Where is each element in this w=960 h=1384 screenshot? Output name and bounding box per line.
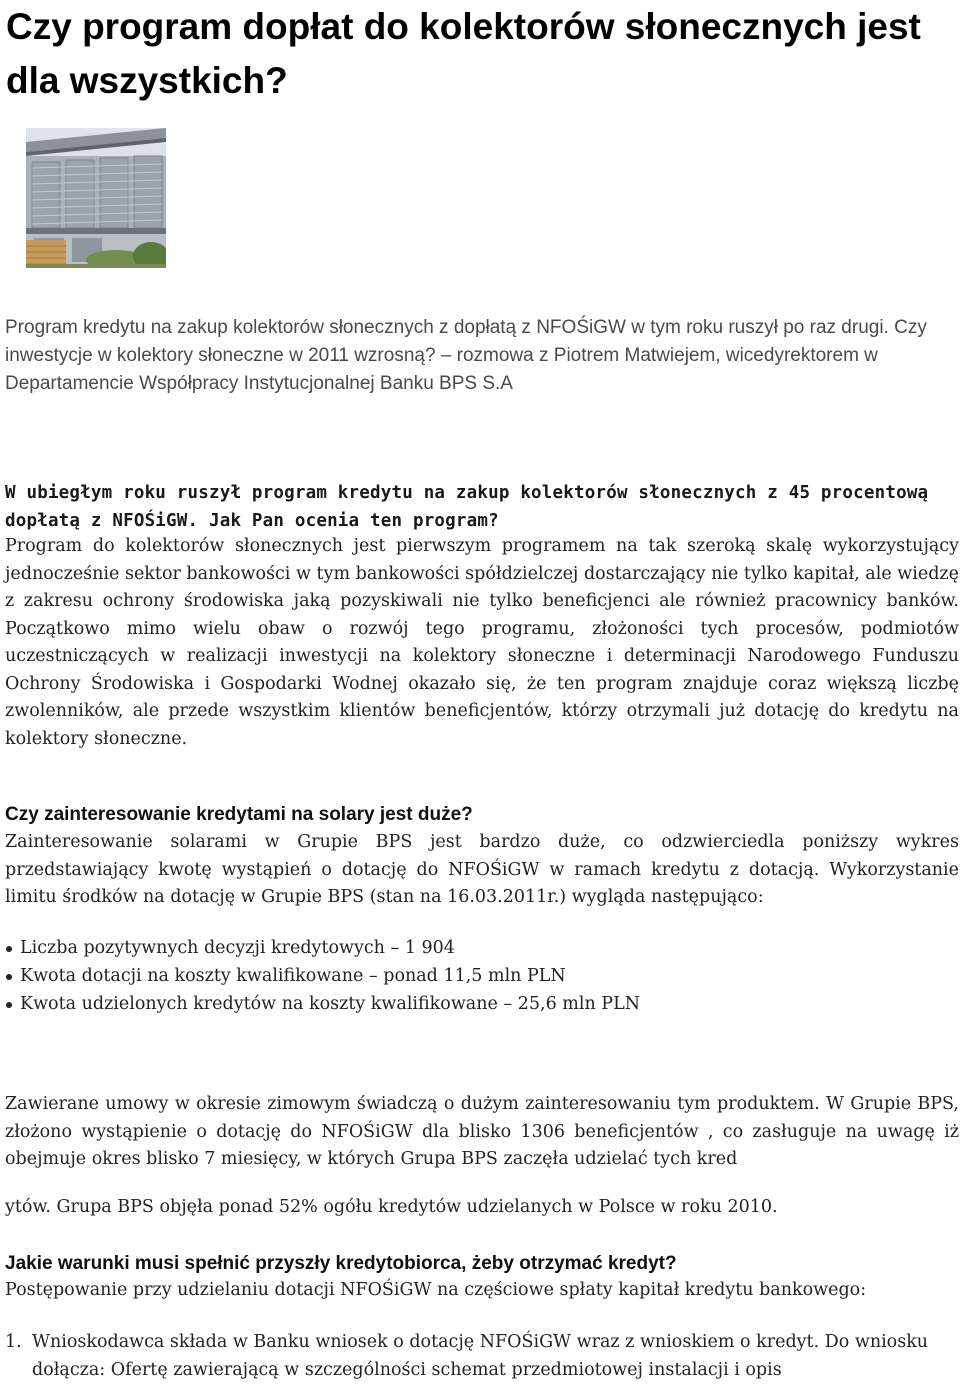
interview-question-1: W ubiegłym roku ruszył program kredytu na zakup kolektorów słonecznych z 45 procentową dopłatą z NFOŚiGW. Jak Pan ocenia ten program? (5, 483, 929, 531)
list-item: Liczba pozytywnych decyzji kredytowych – 1 904 (5, 934, 640, 962)
article-lead: Program kredytu na zakup kolektorów słonecznych z dopłatą z NFOŚiGW w tym roku ruszył po raz drugi. Czy inwestycje w kolektory słoneczne w 2011 wzrosną? – rozmowa z Piotrem Matwiejem, wicedyrektorem w Departamencie Współpracy Instytucjonalnej Banku BPS S.A (5, 317, 927, 394)
interview-question-2: Czy zainteresowanie kredytami na solary jest duże? (5, 804, 473, 825)
step-number: 1. (5, 1332, 22, 1352)
article-photo (26, 128, 166, 268)
list-item: Kwota dotacji na koszty kwalifikowane – ponad 11,5 mln PLN (5, 962, 640, 990)
interview-answer-3: Postępowanie przy udzielaniu dotacji NFOŚiGW na częściowe spłaty kapitał kredytu bankowego: (5, 1280, 867, 1300)
article-title: Czy program dopłat do kolektorów słonecznych jest dla wszystkich? (6, 6, 921, 101)
stats-list (5, 934, 640, 1018)
list-item (5, 1328, 959, 1384)
interview-question-3: Jakie warunki musi spełnić przyszły kredytobiorca, żeby otrzymać kredyt? (5, 1253, 677, 1274)
step-text: Wnioskodawca składa w Banku wniosek o dotację NFOŚiGW wraz z wnioskiem o kredyt. Do wniosku dołącza: Ofertę zawierającą w szczególności schemat przedmiotowej instalacji i opis (32, 1332, 929, 1380)
list-item: Kwota udzielonych kredytów na koszty kwalifikowane – 25,6 mln PLN (5, 990, 640, 1018)
procedure-steps (5, 1328, 959, 1384)
paragraph-market-share: ytów. Grupa BPS objęła ponad 52% ogółu kredytów udzielanych w Polsce w roku 2010. (5, 1197, 778, 1217)
paragraph-contracts: Zawierane umowy w okresie zimowym świadczą o dużym zainteresowaniu tym produktem. W Grupie BPS, złożono wystąpienie o dotację do NFOŚiGW dla blisko 1306 beneficjentów , co zasługuje na uwagę iż obejmuje okres blisko 7 miesięcy, w których Grupa BPS zaczęła udzielać tych kred (5, 1094, 959, 1169)
interview-answer-2: Zainteresowanie solarami w Grupie BPS jest bardzo duże, co odzwierciedla poniższy wykres przedstawiający kwotę wystąpień o dotację do NFOŚiGW w ramach kredytu z dotacją. Wykorzystanie limitu środków na dotację w Grupie BPS (stan na 16.03.2011r.) wygląda następująco: (5, 832, 959, 907)
interview-answer-1: Program do kolektorów słonecznych jest pierwszym programem na tak szeroką skalę wykorzystujący jednocześnie sektor bankowości w tym bankowości spółdzielczej dostarczający nie tylko kapitał, ale wiedzę z zakresu ochrony środowiska jaką pozyskiwali nie tylko beneficjenci ale również pracownicy banków. Początkowo mimo wielu obaw o rozwój tego programu, złożoności tych procesów, podmiotów uczestniczących w realizacji inwestycji na kolektory słoneczne i determinacji Narodowego Funduszu Ochrony Środowiska i Gospodarki Wodnej okazało się, że ten program znajduje coraz większą liczbę zwolenników, ale przede wszystkim klientów beneficjentów, którzy otrzymali już dotację do kredytu na kolektory słoneczne. (5, 536, 959, 749)
